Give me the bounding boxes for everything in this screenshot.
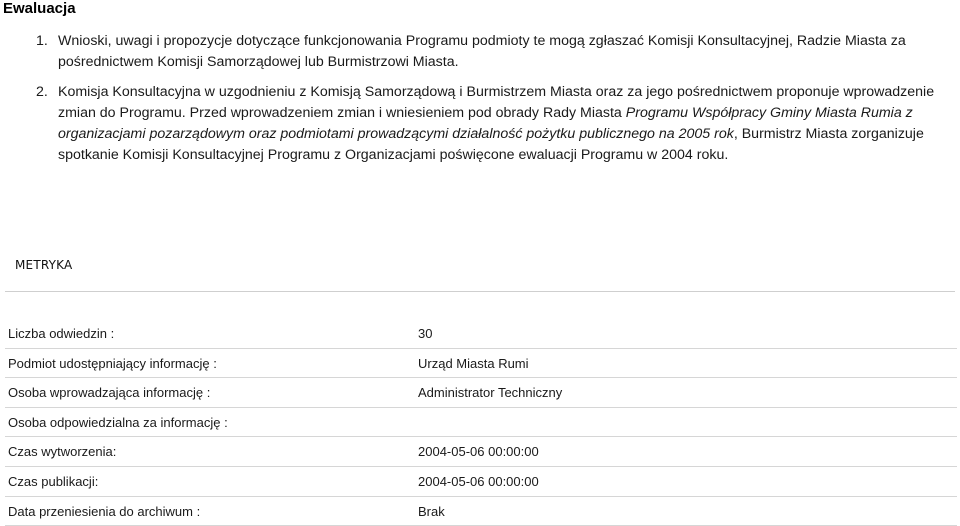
row-label: Czas publikacji: bbox=[8, 473, 99, 489]
row-label: Osoba odpowiedzialna za informację : bbox=[8, 414, 228, 430]
item-line bbox=[58, 103, 948, 124]
item-line: pośrednictwem Komisji Samorządowej lub Burmistrzowi Miasta. bbox=[58, 54, 459, 70]
row-value: Urząd Miasta Rumi bbox=[418, 355, 529, 371]
item-line: spotkanie Komisji Konsultacyjnej Programu z Organizacjami poświęcone ewaluacji Programu w 2004 roku. bbox=[58, 147, 729, 163]
item-text bbox=[58, 82, 948, 166]
row-value: 2004-05-06 00:00:00 bbox=[418, 444, 539, 460]
row-label: Czas wytworzenia: bbox=[8, 444, 117, 460]
metryka-table bbox=[5, 319, 957, 526]
table-row bbox=[5, 319, 957, 349]
table-row bbox=[5, 467, 957, 497]
item-number: 2. bbox=[36, 84, 48, 100]
row-label: Osoba wprowadzająca informację : bbox=[8, 385, 211, 401]
row-value: Administrator Techniczny bbox=[418, 385, 563, 401]
metryka-title: METRYKA bbox=[15, 258, 73, 272]
row-label: Data przeniesienia do archiwum : bbox=[8, 503, 201, 519]
table-row bbox=[5, 437, 957, 467]
item-number: 1. bbox=[36, 33, 48, 49]
program-title-italic: organizacjami pozarządowym oraz podmiotami prowadzącymi działalność pożytku publicznego na 2005 rok bbox=[58, 126, 734, 142]
item-text-segment: , Burmistrz Miasta zorganizuje bbox=[733, 126, 924, 142]
program-title-italic: Programu Współpracy Gminy Miasta Rumia z bbox=[625, 105, 913, 121]
page-title: Ewaluacja bbox=[3, 0, 76, 17]
row-label: Podmiot udostępniający informację : bbox=[8, 355, 217, 371]
table-row bbox=[5, 497, 957, 526]
item-line bbox=[58, 124, 948, 145]
row-label: Liczba odwiedzin : bbox=[8, 326, 115, 341]
item-text-segment: zmian do Programu. Przed wprowadzeniem zmian i wniesieniem pod obrady Rady Miasta bbox=[58, 105, 626, 121]
row-value: 30 bbox=[418, 326, 433, 341]
row-value: Brak bbox=[418, 503, 445, 519]
item-text bbox=[58, 31, 948, 73]
divider bbox=[5, 291, 955, 292]
table-row bbox=[5, 378, 957, 408]
item-line: Wnioski, uwagi i propozycje dotyczące funkcjonowania Programu podmioty te mogą zgłaszać Komisji Konsultacyjnej, Radzie Miasta za bbox=[58, 33, 906, 49]
row-value: 2004-05-06 00:00:00 bbox=[418, 473, 539, 489]
item-line: Komisja Konsultacyjna w uzgodnieniu z Komisją Samorządową i Burmistrzem Miasta oraz za jego pośrednictwem proponuje wprowadzenie bbox=[58, 84, 935, 100]
table-row bbox=[5, 408, 957, 438]
table-row bbox=[5, 349, 957, 379]
